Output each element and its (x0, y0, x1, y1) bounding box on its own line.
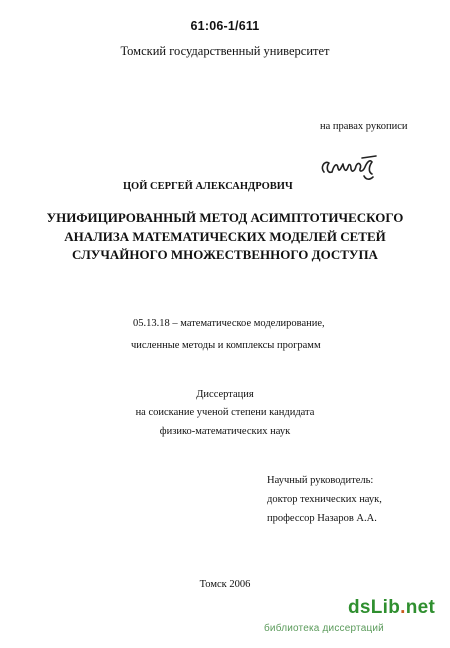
city-year: Томск 2006 (199, 579, 251, 590)
specialty-line: численные методы и комплексы программ (131, 340, 321, 351)
specialty-line: 05.13.18 – математическое моделирование, (133, 318, 325, 329)
advisor-name: профессор Назаров А.А. (267, 513, 377, 524)
degree-type: Диссертация (196, 389, 254, 400)
university-name: Томский государственный университет (120, 44, 330, 58)
watermark-logo-dot: . (400, 597, 406, 618)
watermark-logo-tld: net (405, 597, 436, 618)
title-line: АНАЛИЗА МАТЕМАТИЧЕСКИХ МОДЕЛЕЙ СЕТЕЙ (64, 228, 386, 244)
degree-purpose: на соискание ученой степени кандидата (135, 407, 315, 418)
title-line: СЛУЧАЙНОГО МНОЖЕСТВЕННОГО ДОСТУПА (72, 247, 378, 262)
title-line: УНИФИЦИРОВАННЫЙ МЕТОД АСИМПТОТИЧЕСКОГО (46, 210, 404, 225)
advisor-degree: доктор технических наук, (267, 494, 382, 505)
watermark-logo (348, 598, 435, 617)
manuscript-note: на правах рукописи (320, 121, 408, 132)
degree-field: физико-математических наук (159, 426, 291, 437)
handwritten-signature (318, 150, 382, 184)
dissertation-title (0, 209, 450, 265)
author-name: ЦОЙ СЕРГЕЙ АЛЕКСАНДРОВИЧ (123, 181, 293, 192)
advisor-heading: Научный руководитель: (267, 475, 374, 486)
watermark-subtitle: библиотека диссертаций (264, 623, 384, 634)
catalog-code: 61:06-1/611 (190, 19, 260, 33)
watermark-logo-main: dsLib (348, 597, 401, 618)
